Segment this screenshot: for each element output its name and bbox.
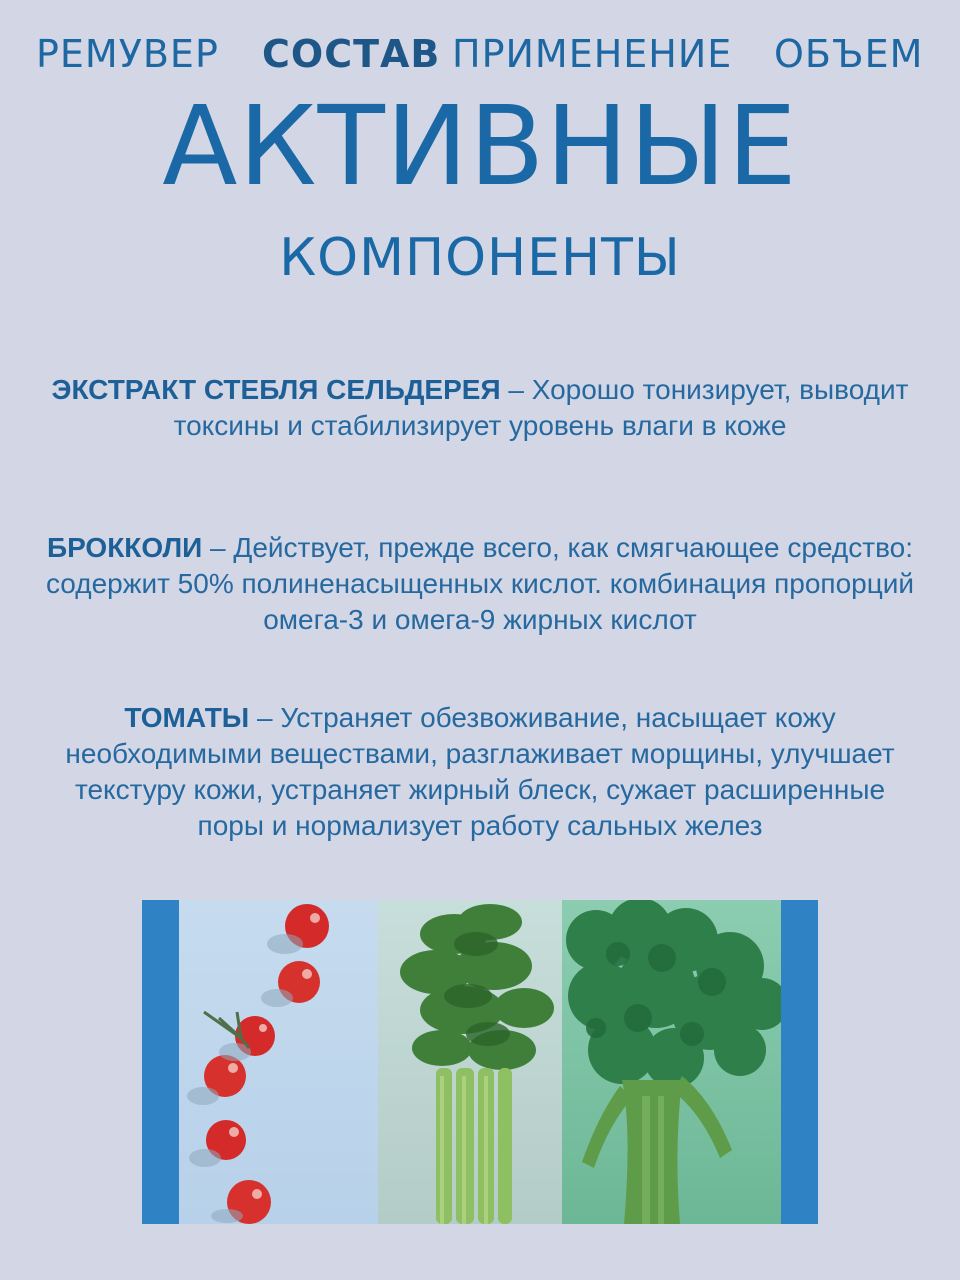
ingredient-description: – Действует, прежде всего, как смягчающее средство: содержит 50% полиненасыщенных кислот. комбинация пропорций омега-3 и омега-9 жирных кислот xyxy=(45,532,915,635)
ingredient-name: ТОМАТЫ xyxy=(124,702,250,733)
page-subtitle: КОМПОНЕНТЫ xyxy=(279,228,681,288)
ingredient-name: БРОККОЛИ xyxy=(46,532,203,563)
page-title: АКТИВНЫЕ xyxy=(162,82,798,210)
ingredient-description: – Устраняет обезвоживание, насыщает кожу необходимыми веществами, разглаживает морщины, улучшает текстуру кожи, устраняет жирный блеск, сужает расширенные поры и нормализует работу сальных желез xyxy=(65,702,895,841)
ingredient-celery xyxy=(40,372,920,444)
broccoli-photo xyxy=(562,900,781,1224)
tomatoes-illustration xyxy=(179,900,378,1224)
frame-bar-right xyxy=(781,900,818,1224)
ingredient-tomatoes xyxy=(40,700,920,844)
celery-photo xyxy=(378,900,562,1224)
top-nav xyxy=(0,30,960,78)
nav-item-volume[interactable]: ОБЪЕМ xyxy=(774,32,924,76)
nav-item-remover[interactable]: РЕМУВЕР xyxy=(36,32,219,76)
ingredient-broccoli xyxy=(40,530,920,638)
ingredients-photo-strip xyxy=(142,900,818,1224)
ingredient-description: – Хорошо тонизирует, выводит токсины и стабилизирует уровень влаги в коже xyxy=(173,374,909,441)
frame-bar-left xyxy=(142,900,179,1224)
nav-item-application[interactable]: ПРИМЕНЕНИЕ xyxy=(452,32,733,76)
nav-item-composition[interactable]: СОСТАВ xyxy=(262,32,441,76)
tomatoes-photo xyxy=(179,900,378,1224)
broccoli-illustration xyxy=(562,900,781,1224)
ingredient-name: ЭКСТРАКТ СТЕБЛЯ СЕЛЬДЕРЕЯ xyxy=(51,374,501,405)
celery-illustration xyxy=(378,900,562,1224)
